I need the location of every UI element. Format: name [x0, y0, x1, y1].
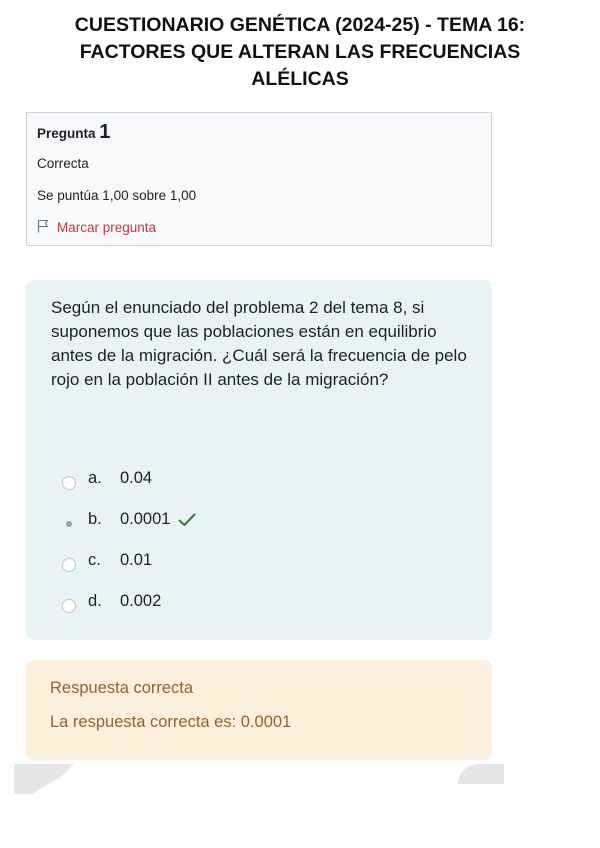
question-grade: Se puntúa 1,00 sobre 1,00: [37, 188, 197, 203]
decorative-shape-right: [458, 764, 504, 784]
answer-letter: b.: [88, 510, 102, 528]
answer-text: 0.002: [120, 592, 162, 610]
answer-radio-c[interactable]: [62, 558, 76, 572]
answer-letter: a.: [88, 469, 102, 487]
question-label: Pregunta: [37, 126, 96, 141]
answer-option-c[interactable]: [62, 540, 462, 581]
flag-question-link[interactable]: [37, 219, 156, 236]
answer-radio-b[interactable]: [62, 517, 76, 531]
answer-option-a[interactable]: [62, 458, 462, 499]
feedback-panel: [26, 660, 492, 760]
answer-letter: c.: [88, 551, 101, 569]
document-title: [20, 12, 580, 93]
title-line-2: FACTORES QUE ALTERAN LAS FRECUENCIAS: [79, 41, 521, 63]
correct-check-icon: [178, 513, 196, 527]
title-line-3: ALÉLICAS: [251, 68, 349, 90]
title-line-1: CUESTIONARIO GENÉTICA (2024-25) - TEMA 16:: [74, 14, 526, 36]
answer-radio-a[interactable]: [62, 476, 76, 490]
question-number: 1: [99, 121, 111, 143]
answer-text: 0.01: [120, 551, 153, 569]
feedback-correct-answer: La respuesta correcta es: 0.0001: [50, 713, 292, 731]
question-text: Según el enunciado del problema 2 del tema 8, si suponemos que las poblaciones están en equilibrio antes de la migración. ¿Cuál será la frecuencia de pelo rojo en la población II antes de la migración?: [51, 298, 467, 389]
answer-option-d[interactable]: [62, 581, 462, 622]
answer-text: 0.0001: [120, 510, 171, 528]
question-heading: [37, 121, 110, 144]
decorative-shape-left: [14, 764, 74, 794]
answer-text: 0.04: [120, 469, 153, 487]
answer-list: [62, 458, 462, 622]
answer-letter: d.: [88, 592, 102, 610]
answer-radio-d[interactable]: [62, 599, 76, 613]
question-info-panel: [26, 112, 492, 246]
answer-option-b[interactable]: [62, 499, 462, 540]
question-state: Correcta: [37, 156, 89, 171]
flag-icon: [37, 219, 57, 236]
flag-question-label: Marcar pregunta: [57, 220, 157, 235]
question-content-panel: [26, 280, 492, 640]
feedback-result: Respuesta correcta: [50, 679, 194, 697]
